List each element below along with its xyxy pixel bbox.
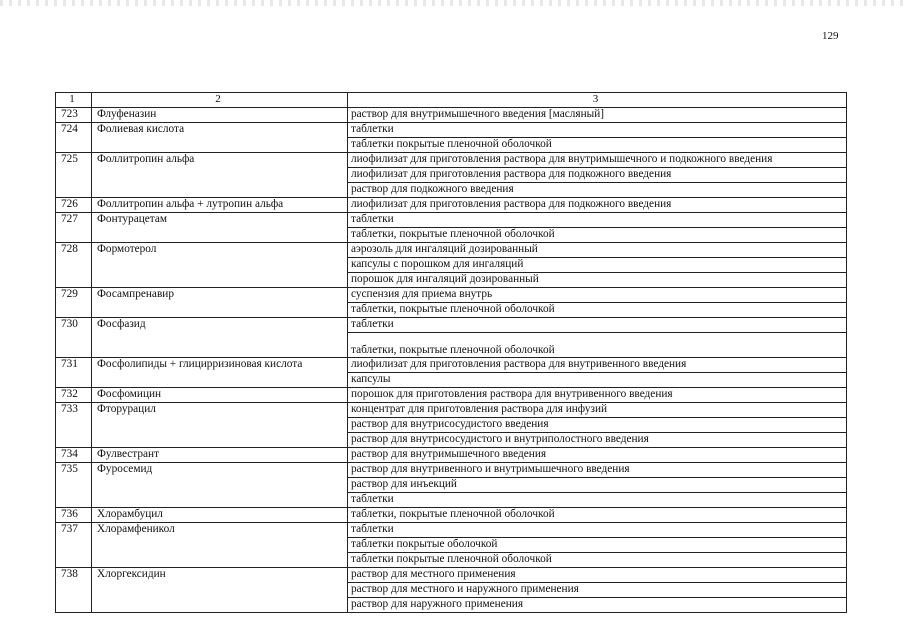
dosage-form: раствор для подкожного введения [348, 183, 847, 198]
dosage-form: раствор для внутрисосудистого и внутриполостного введения [348, 433, 847, 448]
column-header-name: 2 [92, 93, 348, 108]
drug-name: Хлоргексидин [92, 568, 348, 613]
table-row [56, 508, 847, 523]
entry-number: 731 [56, 358, 92, 388]
entry-number: 728 [56, 243, 92, 288]
drug-name: Фоллитропин альфа [92, 153, 348, 198]
drug-name: Хлорамфеникол [92, 523, 348, 568]
table-row [56, 213, 847, 228]
entry-number: 724 [56, 123, 92, 153]
dosage-form: порошок для ингаляций дозированный [348, 273, 847, 288]
column-header-number: 1 [56, 93, 92, 108]
dosage-form: таблетки [348, 523, 847, 538]
dosage-form: раствор для местного и наружного применения [348, 583, 847, 598]
entry-number: 729 [56, 288, 92, 318]
entry-number: 730 [56, 318, 92, 358]
table-row [56, 123, 847, 138]
entry-number: 726 [56, 198, 92, 213]
scan-edge-artifact [0, 0, 905, 6]
table-row [56, 318, 847, 333]
drug-name: Фосфазид [92, 318, 348, 358]
dosage-form: раствор для внутривенного и внутримышечного введения [348, 463, 847, 478]
drug-name: Фонтурацетам [92, 213, 348, 243]
table-row [56, 198, 847, 213]
dosage-form: лиофилизат для приготовления раствора для подкожного введения [348, 168, 847, 183]
dosage-form: суспензия для приема внутрь [348, 288, 847, 303]
dosage-form: таблетки, покрытые пленочной оболочкой [348, 333, 847, 358]
entry-number: 723 [56, 108, 92, 123]
table-row [56, 568, 847, 583]
dosage-form: лиофилизат для приготовления раствора для внутримышечного и подкожного введения [348, 153, 847, 168]
dosage-form: таблетки, покрытые пленочной оболочкой [348, 228, 847, 243]
table-row [56, 243, 847, 258]
entry-number: 735 [56, 463, 92, 508]
drug-name: Фосфомицин [92, 388, 348, 403]
drug-table [55, 92, 847, 613]
dosage-form: раствор для инъекций [348, 478, 847, 493]
drug-name: Фолиевая кислота [92, 123, 348, 153]
dosage-form: таблетки, покрытые пленочной оболочкой [348, 508, 847, 523]
dosage-form: раствор для внутримышечного введения [масляный] [348, 108, 847, 123]
dosage-form: таблетки покрытые пленочной оболочкой [348, 138, 847, 153]
dosage-form: таблетки [348, 123, 847, 138]
drug-name: Фосампренавир [92, 288, 348, 318]
dosage-form: порошок для приготовления раствора для внутривенного введения [348, 388, 847, 403]
drug-name: Фуросемид [92, 463, 348, 508]
column-header-forms: 3 [348, 93, 847, 108]
drug-name: Хлорамбуцил [92, 508, 348, 523]
table-row [56, 403, 847, 418]
entry-number: 732 [56, 388, 92, 403]
entry-number: 738 [56, 568, 92, 613]
drug-table-body [56, 93, 847, 613]
dosage-form: капсулы [348, 373, 847, 388]
dosage-form: капсулы с порошком для ингаляций [348, 258, 847, 273]
dosage-form: таблетки [348, 493, 847, 508]
table-row [56, 108, 847, 123]
table-row [56, 523, 847, 538]
entry-number: 727 [56, 213, 92, 243]
dosage-form: аэрозоль для ингаляций дозированный [348, 243, 847, 258]
dosage-form: таблетки покрытые оболочкой [348, 538, 847, 553]
dosage-form: раствор для наружного применения [348, 598, 847, 613]
dosage-form: таблетки, покрытые пленочной оболочкой [348, 303, 847, 318]
dosage-form: концентрат для приготовления раствора для инфузий [348, 403, 847, 418]
table-row [56, 463, 847, 478]
table-row [56, 448, 847, 463]
dosage-form: раствор для местного применения [348, 568, 847, 583]
dosage-form: раствор для внутрисосудистого введения [348, 418, 847, 433]
entry-number: 733 [56, 403, 92, 448]
drug-name: Флуфеназин [92, 108, 348, 123]
table-row [56, 153, 847, 168]
dosage-form: таблетки [348, 318, 847, 333]
table-header-row [56, 93, 847, 108]
dosage-form: таблетки [348, 213, 847, 228]
dosage-form: лиофилизат для приготовления раствора для подкожного введения [348, 198, 847, 213]
dosage-form: таблетки покрытые пленочной оболочкой [348, 553, 847, 568]
table-row [56, 358, 847, 373]
entry-number: 725 [56, 153, 92, 198]
dosage-form: раствор для внутримышечного введения [348, 448, 847, 463]
dosage-form: лиофилизат для приготовления раствора для внутривенного введения [348, 358, 847, 373]
drug-name: Формотерол [92, 243, 348, 288]
drug-name: Фторурацил [92, 403, 348, 448]
drug-name: Фулвестрант [92, 448, 348, 463]
drug-name: Фоллитропин альфа + лутропин альфа [92, 198, 348, 213]
page-number: 129 [822, 30, 839, 42]
table-row [56, 288, 847, 303]
table-row [56, 388, 847, 403]
entry-number: 734 [56, 448, 92, 463]
entry-number: 736 [56, 508, 92, 523]
entry-number: 737 [56, 523, 92, 568]
drug-name: Фосфолипиды + глицирризиновая кислота [92, 358, 348, 388]
